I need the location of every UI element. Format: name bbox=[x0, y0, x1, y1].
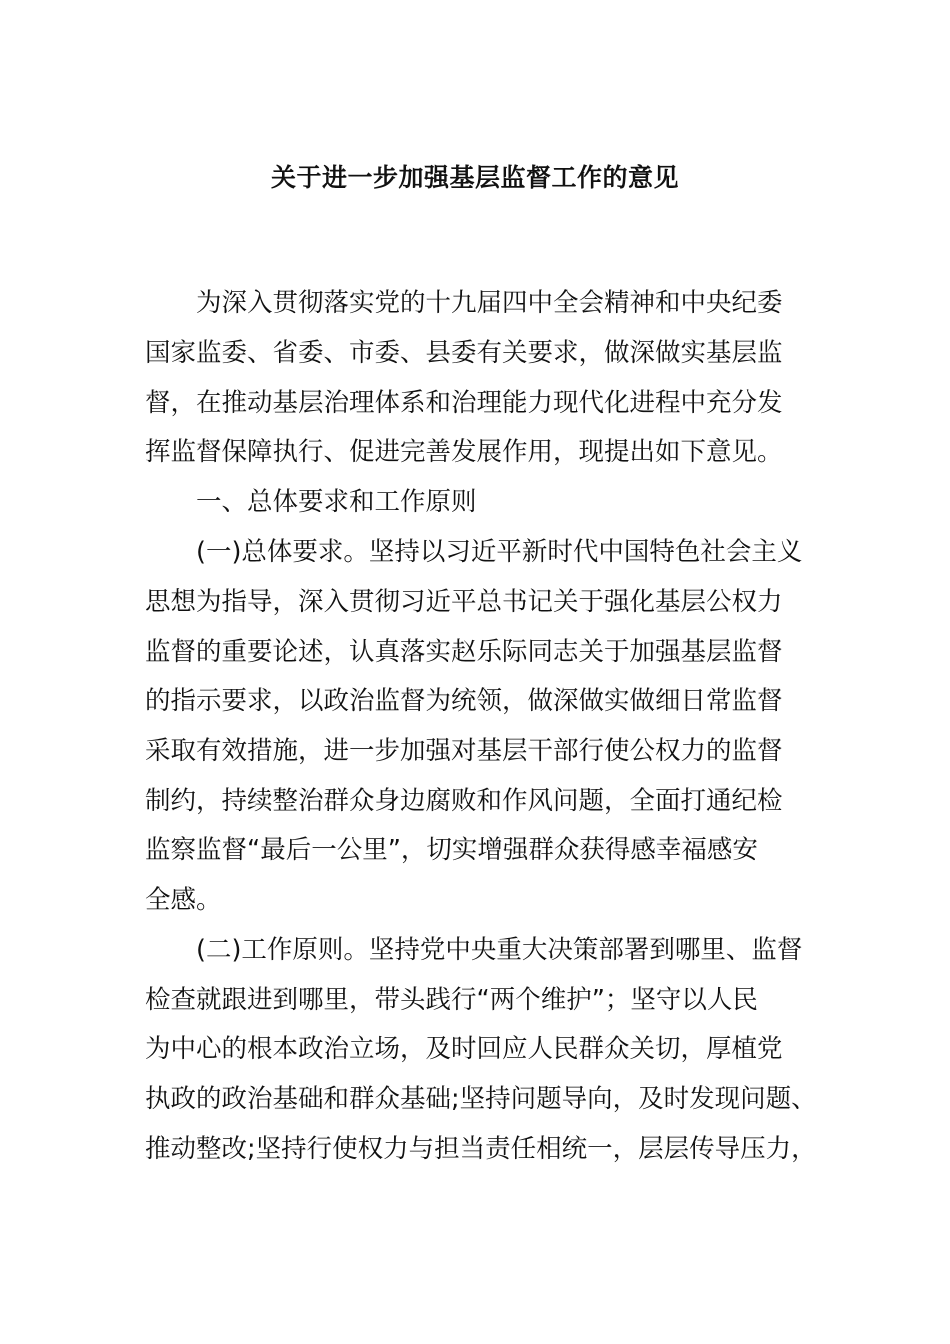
paragraph-line: (二)工作原则。坚持党中央重大决策部署到哪里、监督 bbox=[196, 935, 803, 965]
paragraph-line: 国家监委、省委、市委、县委有关要求，做深做实基层监 bbox=[145, 338, 783, 368]
paragraph-line: (一)总体要求。坚持以习近平新时代中国特色社会主义 bbox=[196, 537, 803, 567]
paragraph-line: 监察监督“最后一公里”，切实增强群众获得感幸福感安 bbox=[145, 835, 758, 865]
paragraph-line: 为中心的根本政治立场，及时回应人民群众关切，厚植党 bbox=[145, 1034, 783, 1064]
document-title: 关于进一步加强基层监督工作的意见 bbox=[270, 163, 679, 192]
paragraph-line: 推动整改;坚持行使权力与担当责任相统一，层层传导压力， bbox=[145, 1134, 817, 1164]
paragraph-line: 全感。 bbox=[145, 885, 222, 915]
paragraph-line: 为深入贯彻落实党的十九届四中全会精神和中央纪委 bbox=[196, 288, 783, 318]
paragraph-line: 的指示要求，以政治监督为统领，做深做实做细日常监督 bbox=[145, 686, 783, 716]
paragraph-line: 督，在推动基层治理体系和治理能力现代化进程中充分发 bbox=[145, 388, 783, 418]
paragraph-line: 思想为指导，深入贯彻习近平总书记关于强化基层公权力 bbox=[145, 587, 783, 617]
paragraph-line: 检查就跟进到哪里，带头践行“两个维护”；坚守以人民 bbox=[145, 985, 758, 1015]
paragraph-line: 挥监督保障执行、促进完善发展作用，现提出如下意见。 bbox=[145, 437, 783, 467]
paragraph-line: 执政的政治基础和群众基础;坚持问题导向，及时发现问题、 bbox=[145, 1084, 817, 1114]
section-heading: 一、总体要求和工作原则 bbox=[196, 487, 477, 517]
paragraph-line: 监督的重要论述，认真落实赵乐际同志关于加强基层监督 bbox=[145, 637, 783, 667]
paragraph-line: 制约，持续整治群众身边腐败和作风问题，全面打通纪检 bbox=[145, 786, 783, 816]
paragraph-line: 采取有效措施，进一步加强对基层干部行使公权力的监督 bbox=[145, 736, 783, 766]
